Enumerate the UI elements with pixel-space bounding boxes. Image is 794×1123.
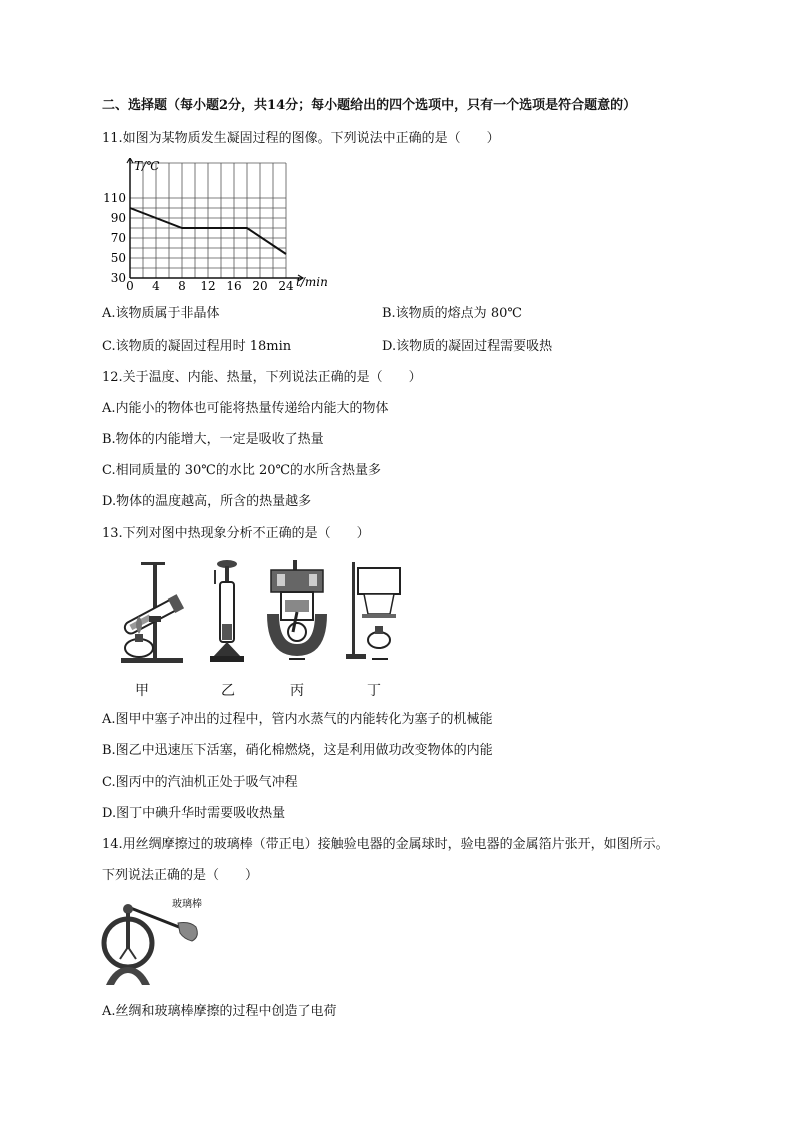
fig-ding-iodine-sublimation — [342, 558, 404, 666]
q11-chart — [100, 158, 340, 296]
x-tick-label: 24 — [278, 279, 294, 293]
q11-stem: 11.如图为某物质发生凝固过程的图像。下列说法中正确的是（ ） — [102, 131, 500, 146]
y-tick-label: 110 — [103, 191, 126, 205]
q13-option-c: C.图丙中的汽油机正处于吸气冲程 — [102, 775, 298, 790]
fig-label-jia: 甲 — [135, 683, 149, 699]
y-tick-label: 30 — [110, 271, 126, 285]
q13-option-d: D.图丁中碘升华时需要吸收热量 — [102, 806, 286, 821]
q12-option-b: B.物体的内能增大，一定是吸收了热量 — [102, 432, 324, 447]
q12-option-a: A.内能小的物体也可能将热量传递给内能大的物体 — [102, 401, 389, 416]
fig-label-bing: 丙 — [290, 683, 304, 699]
fig-yi-compression-cylinder — [210, 558, 244, 664]
q11-option-a: A.该物质属于非晶体 — [102, 306, 220, 321]
q13-stem: 13.下列对图中热现象分析不正确的是（ ） — [102, 526, 370, 541]
fig-jia-test-tube-apparatus — [113, 558, 193, 666]
x-tick-label: 4 — [152, 279, 160, 293]
y-tick-label: 90 — [110, 211, 126, 225]
x-tick-label: 16 — [226, 279, 242, 293]
y-axis-label: T/℃ — [134, 159, 160, 173]
q12-option-c: C.相同质量的 30℃的水比 20℃的水所含热量多 — [102, 463, 382, 478]
chart-axes — [127, 158, 303, 281]
section-heading: 二、选择题（每小题2分，共14分；每小题给出的四个选项中，只有一个选项是符合题意的） — [102, 98, 637, 113]
y-tick-label: 50 — [110, 251, 126, 265]
q11-option-d: D.该物质的凝固过程需要吸热 — [382, 339, 553, 354]
glass-rod-label: 玻璃棒 — [172, 899, 202, 910]
q14-stem-line2: 下列说法正确的是（ ） — [102, 868, 259, 883]
y-tick-label: 70 — [110, 231, 126, 245]
chart-grid — [130, 163, 286, 278]
q13-option-b: B.图乙中迅速压下活塞，硝化棉燃烧，这是利用做功改变物体的内能 — [102, 743, 493, 758]
q12-option-d: D.物体的温度越高，所含的热量越多 — [102, 494, 312, 509]
x-axis-label: t/min — [296, 275, 328, 289]
x-tick-label: 12 — [200, 279, 216, 293]
q12-stem: 12.关于温度、内能、热量，下列说法正确的是（ ） — [102, 370, 422, 385]
fig-electroscope — [100, 893, 212, 989]
q13-option-a: A.图甲中塞子冲出的过程中，管内水蒸气的内能转化为塞子的机械能 — [102, 712, 493, 727]
x-tick-label: 20 — [252, 279, 268, 293]
fig-label-ding: 丁 — [367, 683, 381, 699]
fig-label-yi: 乙 — [221, 683, 235, 699]
fig-bing-gasoline-engine — [263, 558, 331, 664]
x-tick-label: 0 — [126, 279, 134, 293]
q11-option-b: B.该物质的熔点为 80℃ — [382, 306, 522, 321]
q14-stem-line1: 14.用丝绸摩擦过的玻璃棒（带正电）接触验电器的金属球时，验电器的金属箔片张开，如图所示。 — [102, 837, 669, 852]
q14-option-a: A.丝绸和玻璃棒摩擦的过程中创造了电荷 — [102, 1004, 337, 1019]
q11-option-c: C.该物质的凝固过程用时 18min — [102, 339, 292, 354]
x-tick-label: 8 — [178, 279, 186, 293]
